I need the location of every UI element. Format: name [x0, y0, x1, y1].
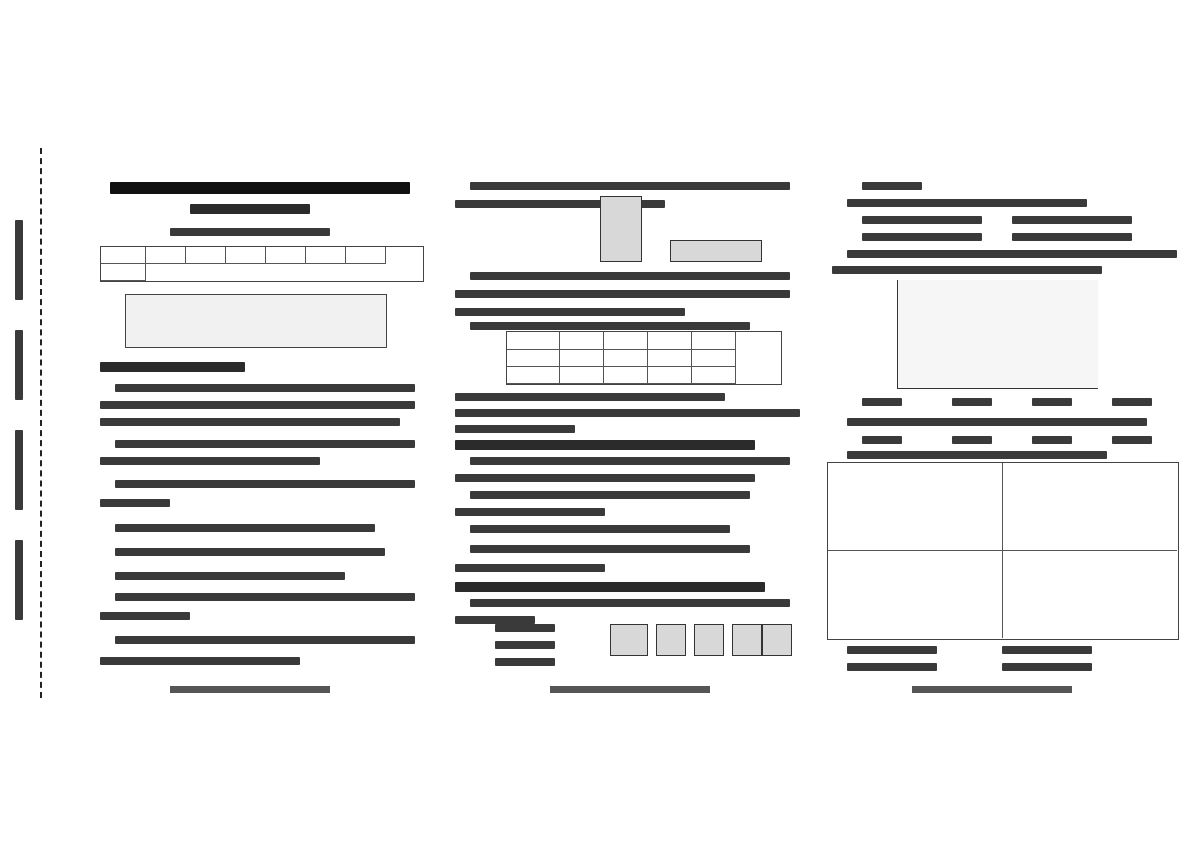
question-line	[455, 564, 605, 572]
question-line	[455, 409, 800, 417]
question-line	[115, 572, 345, 580]
option-line	[1112, 436, 1152, 444]
question-line	[100, 401, 415, 409]
page-left	[70, 0, 430, 849]
option-line	[862, 182, 922, 190]
question-line	[100, 612, 190, 620]
option-line	[862, 398, 902, 406]
option-line	[847, 646, 937, 654]
option-line	[495, 641, 555, 649]
question-line	[115, 548, 385, 556]
building-figure	[600, 196, 760, 262]
question-line	[470, 525, 730, 533]
question-line	[115, 440, 415, 448]
option-line	[1002, 646, 1092, 654]
option-line	[1032, 398, 1072, 406]
question-line	[455, 474, 755, 482]
option-line	[1002, 663, 1092, 671]
question-line	[470, 491, 750, 499]
exam-info	[170, 228, 330, 236]
page-footer	[912, 686, 1072, 693]
page-right	[822, 0, 1182, 849]
question-line	[470, 272, 790, 280]
margin-field	[15, 330, 23, 400]
question-line	[100, 499, 170, 507]
question-line	[455, 393, 725, 401]
option-line	[952, 398, 992, 406]
margin-field	[15, 540, 23, 620]
option-line	[847, 663, 937, 671]
scenarios-grid	[827, 462, 1179, 640]
option-line	[495, 624, 555, 632]
question-line	[470, 545, 750, 553]
question-line	[455, 508, 605, 516]
margin-field	[15, 430, 23, 510]
question-line	[832, 266, 1102, 274]
question-line	[100, 418, 400, 426]
question-line	[115, 636, 415, 644]
exam-title	[110, 182, 410, 194]
page-footer	[170, 686, 330, 693]
question-line	[100, 457, 320, 465]
page-middle	[440, 0, 810, 849]
option-line	[1032, 436, 1072, 444]
weight-table	[506, 331, 782, 385]
option-line	[1012, 216, 1132, 224]
flight-chart-figure	[897, 280, 1098, 389]
question-line	[847, 451, 1107, 459]
question-line	[455, 616, 535, 624]
option-line	[495, 658, 555, 666]
page-footer	[550, 686, 710, 693]
option-line	[952, 436, 992, 444]
question-line	[470, 457, 790, 465]
question-line	[100, 657, 300, 665]
question-line	[455, 308, 685, 316]
question-line	[470, 322, 750, 330]
section-heading	[100, 362, 245, 372]
question-line	[115, 480, 415, 488]
section-heading	[455, 582, 765, 592]
option-line	[1112, 398, 1152, 406]
motivational-banner	[125, 294, 387, 348]
question-line	[115, 384, 415, 392]
margin-field	[15, 220, 23, 300]
section-heading	[455, 440, 755, 450]
option-line	[862, 436, 902, 444]
houses-figure	[610, 614, 790, 656]
question-line	[847, 250, 1177, 258]
question-line	[847, 418, 1147, 426]
question-line	[455, 290, 790, 298]
score-table	[100, 246, 424, 282]
question-line	[115, 593, 415, 601]
question-line	[115, 524, 375, 532]
option-line	[1012, 233, 1132, 241]
question-line	[847, 199, 1087, 207]
question-line	[470, 599, 790, 607]
binding-margin-line	[40, 148, 42, 698]
option-line	[862, 216, 982, 224]
question-line	[455, 425, 575, 433]
subject-title	[190, 204, 310, 214]
question-line	[470, 182, 790, 190]
option-line	[862, 233, 982, 241]
